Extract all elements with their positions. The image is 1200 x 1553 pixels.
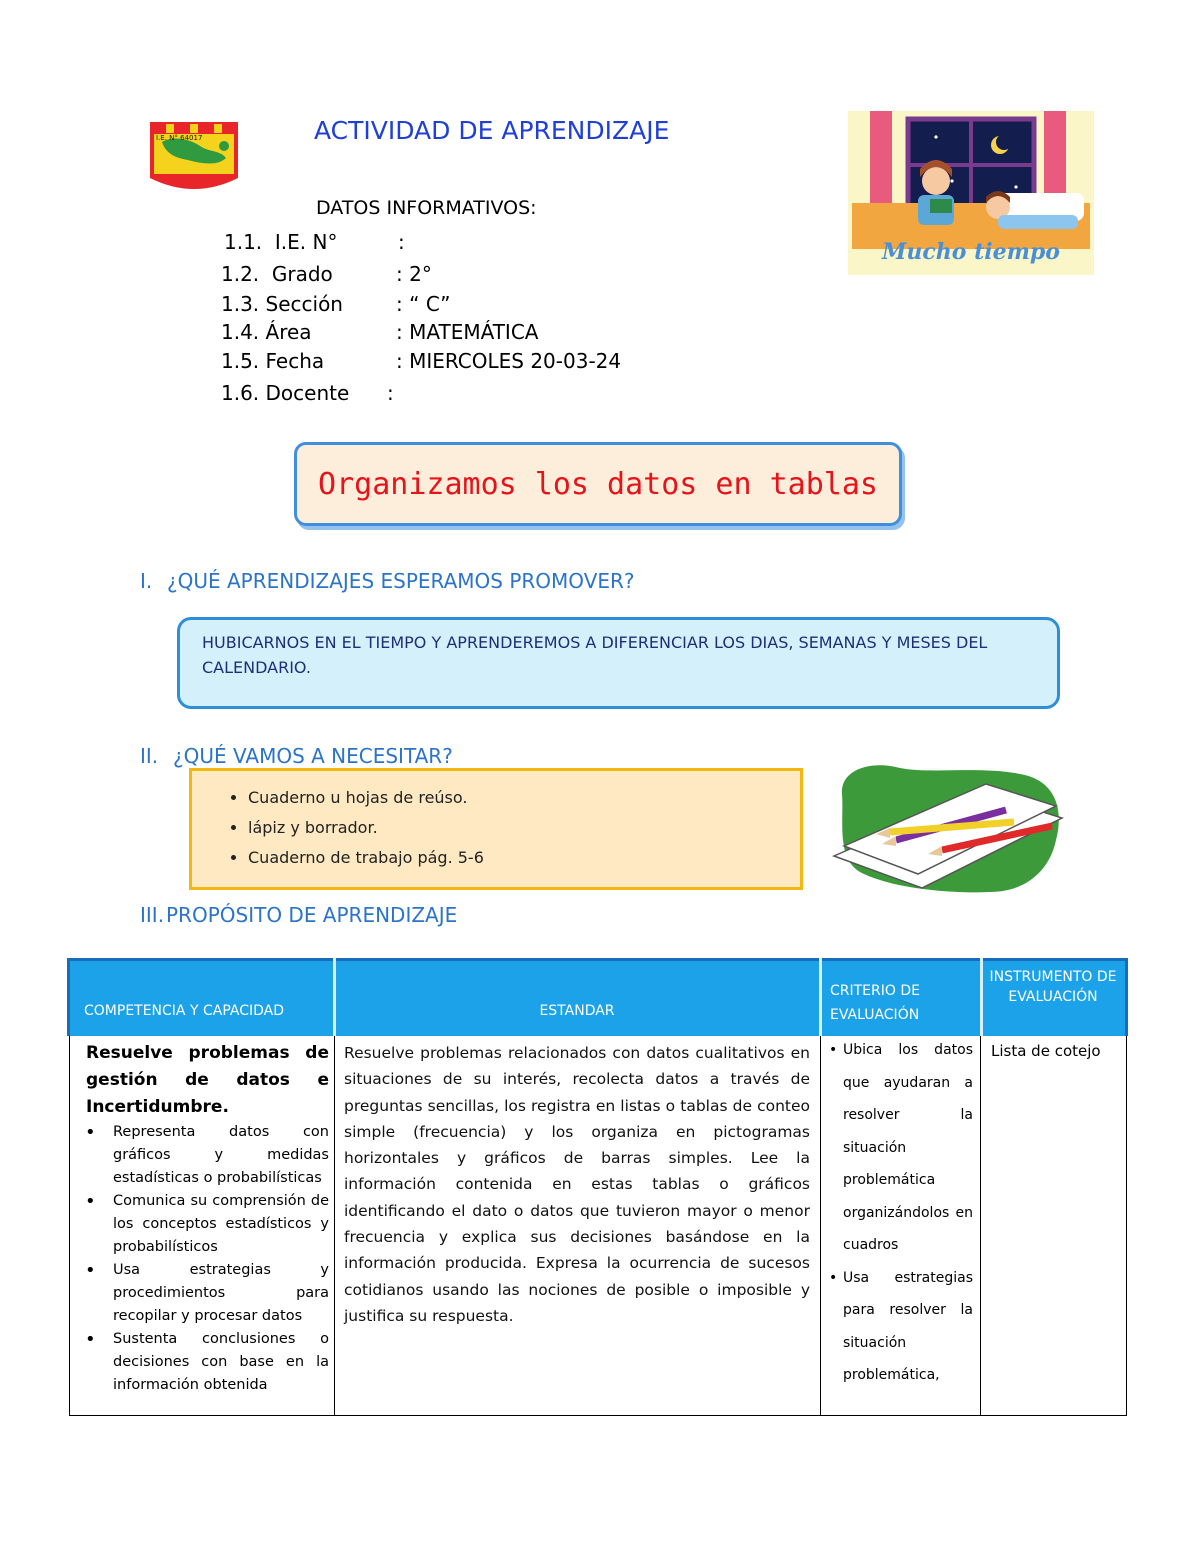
dato-value-fecha: : MIERCOLES 20-03-24 [396,349,622,373]
activity-title-banner [294,442,902,526]
dato-label-seccion: 1.3. Sección [221,292,343,316]
material-item: • Cuaderno de trabajo pág. 5-6 [248,843,800,873]
estandar-cell: Resuelve problemas relacionados con datos cualitativos en situaciones de su interés, recolecta datos a través de preguntas sencillas, los registra en listas o tablas de conteo simple (frecuencia) y los organiza en pictogramas horizontales y gráficos de barras simples. Lee la información contenida en estas tablas o gráficos identificando el dato o datos que tuvieron mayor o menor frecuencia y explica sus decisiones basándose en la información producida. Expresa la ocurrencia de sucesos cotidianos usando las nociones de posible o imposible y justifica su respuesta. [344,1044,810,1325]
capacidad-item: • Representa datos con gráficos y medidas estadísticas o probabilísticas [71,1121,329,1190]
capacidad-item: • Comunica su comprensión de los conceptos estadísticos y probabilísticos [71,1190,329,1259]
learning-goal-box [177,617,1060,709]
purpose-table [67,958,1128,1416]
section-1-title: ¿QUÉ APRENDIZAJES ESPERAMOS PROMOVER? [167,569,635,593]
criterio-item: • Ubica los datos que ayudaran a resolver la situación problemática organizándolos en cuadros [825,1034,973,1262]
criterios-list [825,1034,973,1392]
section-3-title: PROPÓSITO DE APRENDIZAJE [166,903,458,927]
table-header-estandar: ESTANDAR [334,958,820,1036]
datos-heading: DATOS INFORMATIVOS: [316,197,537,219]
table-border [820,1036,821,1416]
header-divider [333,958,336,1036]
section-1-number: I. [140,569,153,593]
capacidad-item: • Usa estrategias y procedimientos para recopilar y procesar datos [71,1259,329,1328]
illustration-caption: Mucho tiempo [882,239,1060,265]
table-border [334,1036,335,1416]
instrumento-cell: Lista de cotejo [991,1042,1101,1060]
capacidad-item: • Sustenta conclusiones o decisiones con base en la información obtenida [71,1328,329,1397]
dato-label-docente: 1.6. Docente [221,381,350,405]
materials-box [189,768,803,890]
table-header-criterio: CRITERIO DE EVALUACIÓN [820,958,981,1036]
competencia-cell [71,1040,329,1397]
section-2-number: II. [140,744,159,768]
header-divider [819,958,822,1036]
dato-label-grado: 1.2. Grado [221,262,333,286]
table-border [1126,1036,1127,1416]
criterio-cell [825,1034,973,1392]
illustration-mucho-tiempo [848,111,1094,275]
section-3-number: III. [140,903,165,927]
dato-value-grado: : 2° [396,262,432,286]
logo-text: I.E. N° 64017 [156,134,203,142]
dato-value-seccion: : “ C” [396,292,451,316]
material-item: • Cuaderno u hojas de reúso. [248,783,800,813]
activity-title: Organizamos los datos en tablas [318,466,878,502]
criterio-item: • Usa estrategias para resolver la situación problemática, [825,1262,973,1392]
section-2-title: ¿QUÉ VAMOS A NECESITAR? [173,744,453,768]
competencia-title: Resuelve problemas de gestión de datos e Incertidumbre. [86,1043,329,1117]
dato-value-ie: : [398,230,405,254]
capacidades-list [71,1121,329,1397]
material-item: • lápiz y borrador. [248,813,800,843]
dato-label-area: 1.4. Área [221,320,312,344]
dato-value-docente: : [387,381,394,405]
dato-label-ie: 1.1. I.E. N° [224,230,338,254]
table-border [69,1415,1127,1416]
table-border [69,1036,70,1416]
paper-pencils-illustration [830,760,1064,900]
header-divider [980,958,983,1036]
school-logo [148,120,240,196]
learning-goal-text: HUBICARNOS EN EL TIEMPO Y APRENDEREMOS A DIFERENCIAR LOS DIAS, SEMANAS Y MESES DEL CALENDARIO. [202,633,988,677]
dato-label-fecha: 1.5. Fecha [221,349,325,373]
table-header-competencia: COMPETENCIA Y CAPACIDAD [67,958,334,1036]
table-border [980,1036,981,1416]
dato-value-area: : MATEMÁTICA [396,320,539,344]
page-title: ACTIVIDAD DE APRENDIZAJE [314,116,670,145]
materials-list [218,783,800,873]
table-header-instrumento: INSTRUMENTO DE EVALUACIÓN [981,958,1128,1036]
